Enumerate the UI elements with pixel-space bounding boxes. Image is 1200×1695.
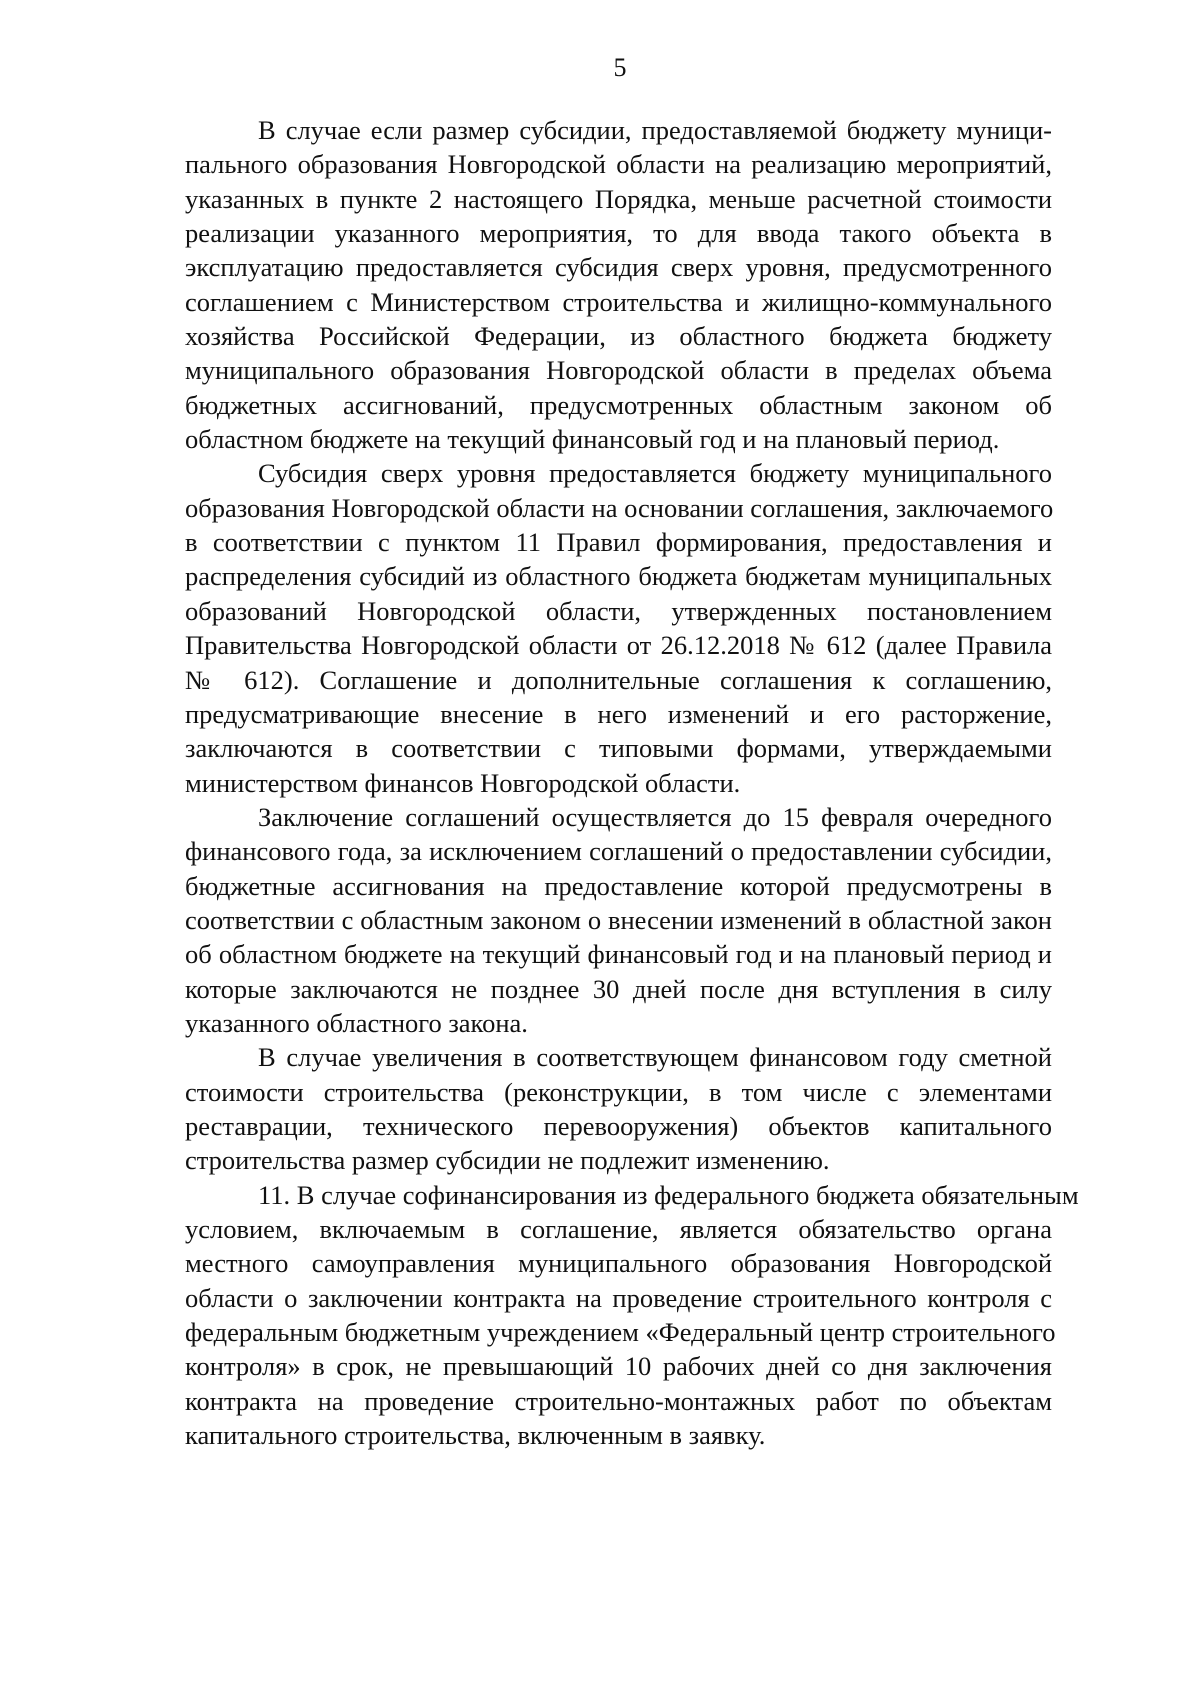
paragraph xyxy=(185,113,1052,456)
text-line: строительства размер субсидии не подлежит изменению. xyxy=(185,1145,830,1176)
text-line: области о заключении контракта на проведение строительного контроля с xyxy=(185,1282,1052,1313)
text-line: местного самоуправления муниципального образования Новгородской xyxy=(185,1248,1052,1279)
text-line: образований Новгородской области, утвержденных постановлением xyxy=(185,595,1052,626)
text-line: Заключение соглашений осуществляется до 15 февраля очередного xyxy=(258,801,1052,832)
text-line: Субсидия сверх уровня предоставляется бюджету муниципального xyxy=(258,458,1052,489)
text-line: В случае если размер субсидии, предоставляемой бюджету муници- xyxy=(258,115,1052,145)
text-line: контракта на проведение строительно-монтажных работ по объектам xyxy=(185,1385,1052,1416)
text-line: областном бюджете на текущий финансовый год и на плановый период. xyxy=(185,424,1000,455)
document-body xyxy=(185,113,1079,1452)
paragraph xyxy=(185,800,1052,1040)
text-line: образования Новгородской области на основании соглашения, заключаемого xyxy=(185,492,1054,523)
text-line: предусматривающие внесение в него изменений и его расторжение, xyxy=(185,698,1052,729)
text-line: указанного областного закона. xyxy=(185,1007,528,1038)
text-line: в соответствии с пунктом 11 Правил формирования, предоставления и xyxy=(185,527,1052,558)
text-line: контроля» в срок, не превышающий 10 рабочих дней со дня заключения xyxy=(185,1351,1052,1382)
text-line: распределения субсидий из областного бюджета бюджетам муниципальных xyxy=(185,561,1052,592)
text-line: стоимости строительства (реконструкции, в том числе с элементами xyxy=(185,1076,1052,1107)
text-line: федеральным бюджетным учреждением «Федеральный центр строительного xyxy=(185,1317,1056,1348)
text-line: соглашением с Министерством строительства и жилищно-коммунального xyxy=(185,286,1052,317)
page-number: 5 xyxy=(613,53,627,82)
paragraph xyxy=(185,1040,1052,1177)
text-line: хозяйства Российской Федерации, из областного бюджета бюджету xyxy=(185,321,1052,352)
text-line: министерством финансов Новгородской области. xyxy=(185,767,741,798)
text-line: условием, включаемым в соглашение, является обязательство органа xyxy=(185,1214,1052,1244)
text-line: бюджетных ассигнований, предусмотренных областным законом об xyxy=(185,389,1052,420)
text-line: 11. В случае софинансирования из федерального бюджета обязательным xyxy=(258,1179,1079,1210)
text-line: В случае увеличения в соответствующем финансовом году сметной xyxy=(258,1042,1052,1073)
text-line: Правительства Новгородской области от 26.12.2018 № 612 (далее Правила xyxy=(185,630,1052,661)
text-line: об областном бюджете на текущий финансовый год и на плановый период и xyxy=(185,939,1052,970)
text-line: пального образования Новгородской области на реализацию мероприятий, xyxy=(185,149,1052,180)
text-line: капитального строительства, включенным в заявку. xyxy=(185,1420,766,1451)
text-line: финансового года, за исключением соглашений о предоставлении субсидии, xyxy=(185,836,1052,867)
paragraph xyxy=(185,456,1052,799)
text-line: реализации указанного мероприятия, то для ввода такого объекта в xyxy=(185,218,1052,249)
text-line: которые заключаются не позднее 30 дней после дня вступления в силу xyxy=(185,973,1052,1004)
paragraph xyxy=(185,1178,1079,1453)
text-line: эксплуатацию предоставляется субсидия сверх уровня, предусмотренного xyxy=(185,252,1052,283)
text-line: муниципального образования Новгородской области в пределах объема xyxy=(185,355,1052,386)
text-line: соответствии с областным законом о внесении изменений в областной закон xyxy=(185,904,1052,935)
text-line: бюджетные ассигнования на предоставление которой предусмотрены в xyxy=(185,870,1052,901)
text-line: указанных в пункте 2 настоящего Порядка, меньше расчетной стоимости xyxy=(185,183,1052,214)
text-line: заключаются в соответствии с типовыми формами, утверждаемыми xyxy=(185,733,1052,764)
text-line: реставрации, технического перевооружения) объектов капитального xyxy=(185,1110,1052,1141)
text-line: № 612). Соглашение и дополнительные соглашения к соглашению, xyxy=(185,664,1052,695)
